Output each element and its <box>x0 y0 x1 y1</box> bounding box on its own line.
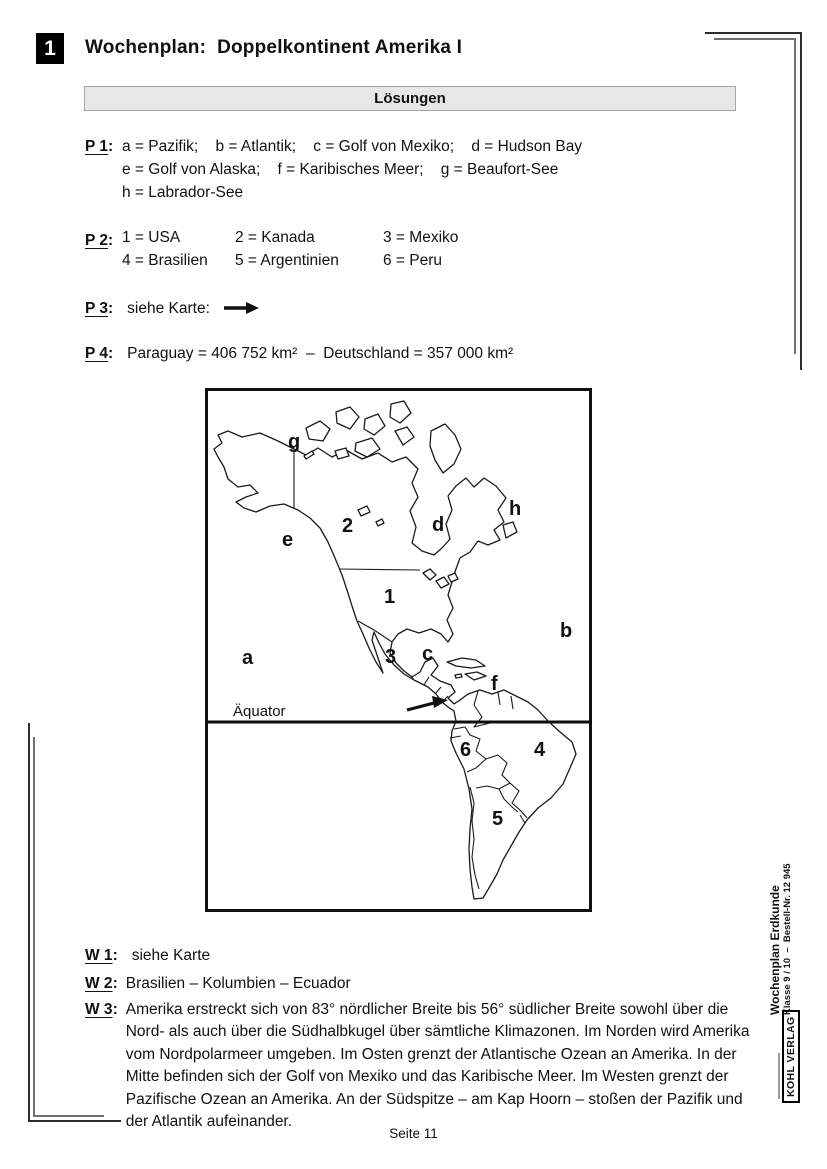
map-label-d: d <box>432 514 445 536</box>
sidebar-series-title: Wochenplan Erdkunde <box>768 885 782 1015</box>
map-label-1: 1 <box>384 586 396 608</box>
newfoundland-island <box>503 522 517 538</box>
solutions-bar: Lösungen <box>84 86 736 111</box>
task-p1-answers <box>122 135 762 204</box>
task-p3-colon: : <box>108 300 114 317</box>
task-w1-colon: : <box>112 947 118 964</box>
map-label-4: 4 <box>534 739 546 761</box>
p2-answer-5: 5 = Argentinien <box>235 252 339 269</box>
map-label-6: 6 <box>460 739 472 761</box>
p1-line-3: h = Labrador-See <box>122 184 244 201</box>
task-w2 <box>85 973 351 995</box>
caribbean-islands <box>447 658 486 680</box>
map-label-3: 3 <box>385 646 397 668</box>
task-p4-colon: : <box>108 345 114 362</box>
p1-line-1: a = Pazifik; b = Atlantik; c = Golf von Mexiko; d = Hudson Bay <box>122 138 583 155</box>
task-w2-text: Brasilien – Kolumbien – Ecuador <box>125 975 351 992</box>
map-label-g: g <box>288 431 301 453</box>
p2-answer-4: 4 = Brasilien <box>122 252 208 269</box>
p2-answer-2: 2 = Kanada <box>235 229 315 246</box>
map-label-h: h <box>509 498 522 520</box>
task-p2-label: P 2 <box>85 232 108 249</box>
page-title: Wochenplan: Doppelkontinent Amerika I <box>85 37 463 58</box>
task-w1-label: W 1 <box>85 947 113 964</box>
task-p3-label: P 3 <box>85 300 108 317</box>
task-p3-text: siehe Karte: <box>127 300 210 317</box>
task-p1-colon: : <box>108 138 114 155</box>
task-w3-colon: : <box>112 1001 118 1018</box>
page-number: Seite 11 <box>389 1126 438 1141</box>
task-p1-label: P 1 <box>85 138 108 155</box>
task-p2-colon: : <box>108 232 114 249</box>
task-p4 <box>85 342 513 365</box>
task-w3-text: Amerika erstreckt sich von 83° nördlicher Breite bis 56° südlicher Breite sowohl über die Nord- als auch über die Südhalbkugel über sämtliche Klimazonen. Im Norden wird Amerika vom Nordpolarmeer umgeben. Im Osten grenzt der Atlantische Ozean an Amerika. In der Mitte befinden sich der Golf von Mexiko und das Karibische Meer. Im Westen grenzt der Pazifische Ozean an Amerika. An der Südspitze – am Kap Hoorn – stoßen der Pazifik und der Atlantik aufeinander. <box>125 1001 750 1131</box>
p2-answer-1: 1 = USA <box>122 229 181 246</box>
map-label-c: c <box>422 643 434 665</box>
right-arrow-icon <box>222 301 260 315</box>
task-w2-colon: : <box>112 975 118 992</box>
map-label-a: a <box>242 647 254 669</box>
logo-tagline-illegible <box>778 1053 780 1099</box>
americas-map <box>205 388 592 912</box>
publisher-name: KOHL VERLAG <box>782 1010 800 1103</box>
americas-map-svg <box>208 391 589 909</box>
map-label-f: f <box>491 673 498 695</box>
p2-answer-6: 6 = Peru <box>383 252 443 269</box>
sidebar-series-info <box>768 863 798 1015</box>
map-label-e: e <box>282 529 294 551</box>
equator-label: Äquator <box>233 703 286 720</box>
task-w1 <box>85 945 210 967</box>
p2-answer-3: 3 = Mexiko <box>383 229 459 246</box>
sidebar-edition-info: Klasse 9 / 10 – Bestell-Nr. 12 945 <box>782 863 793 1015</box>
chapter-number-badge: 1 <box>36 33 64 64</box>
task-w3 <box>85 999 754 1133</box>
p1-line-2: e = Golf von Alaska; f = Karibisches Meer; g = Beaufort-See <box>122 161 559 178</box>
kohl-verlag-logo <box>760 1015 800 1105</box>
map-label-2: 2 <box>342 515 354 537</box>
task-p1 <box>85 135 583 201</box>
task-p4-label: P 4 <box>85 345 108 362</box>
map-label-5: 5 <box>492 808 504 830</box>
task-w3-label: W 3 <box>85 1001 113 1018</box>
task-w2-label: W 2 <box>85 975 113 992</box>
task-p3 <box>85 297 260 320</box>
task-p4-text: Paraguay = 406 752 km² – Deutschland = 357 000 km² <box>127 345 514 362</box>
map-label-b: b <box>560 620 573 642</box>
task-w1-text: siehe Karte <box>131 947 211 964</box>
logo-text-block <box>778 1010 800 1103</box>
task-p2 <box>85 229 113 252</box>
